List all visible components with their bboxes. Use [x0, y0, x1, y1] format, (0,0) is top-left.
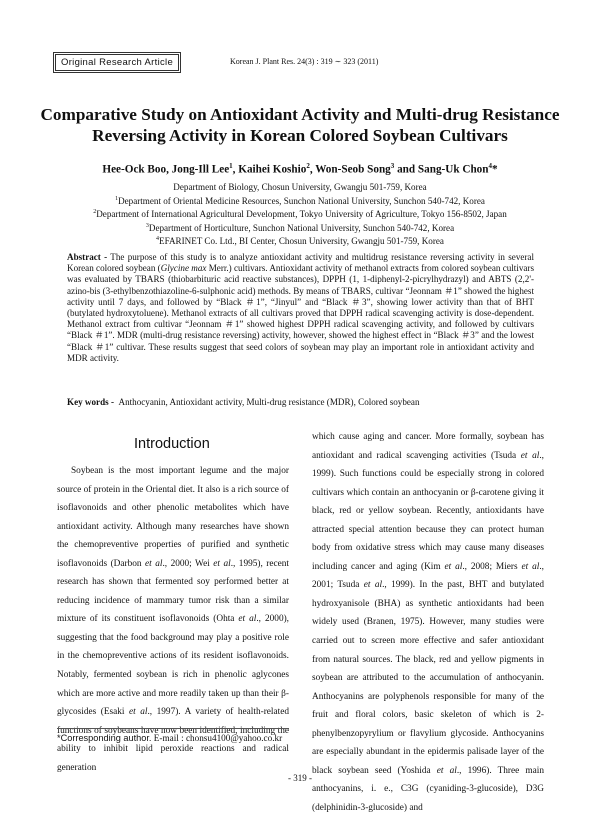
- right-text-4: ., 2001; Tsuda: [312, 561, 544, 591]
- right-etal-4: et al: [363, 580, 383, 591]
- right-text-3: ., 2008; Miers: [462, 561, 522, 572]
- left-text-3: ., 1995), recent research has shown that fermented soy performed better at reducing incidence of mammary tumor risk than a similar mixture of its constituent isoflavonoids (Ohta: [57, 558, 289, 625]
- affiliation-3: [40, 221, 560, 235]
- author-sup-4: 4: [488, 162, 492, 170]
- affiliation-2-sup: 2: [93, 209, 97, 216]
- journal-citation: Korean J. Plant Res. 24(3) : 319 ∼ 323 (2011): [230, 57, 379, 66]
- affiliation-1: [40, 194, 560, 208]
- footnote-label: *Corresponding author.: [57, 733, 152, 743]
- affiliation-3-text: Department of Horticulture, Sunchon National University, Sunchon 540-742, Korea: [148, 222, 455, 233]
- page-number: - 319 -: [288, 773, 312, 783]
- article-type-badge: Original Research Article: [55, 54, 179, 71]
- affiliation-1-text: Department of Oriental Medicine Resources, Sunchon National University, Sunchon 540-742, Korea: [118, 195, 485, 206]
- left-text-4: ., 2000), suggesting that the food background may play a positive role in the chemopreventive actions of its resident isoflavonoids. Notably, fermented soybean is rich in phenolic aglycones which are more active and more readily taken up than their β-glycosides (Esaki: [57, 614, 290, 718]
- abstract-species: Glycine max: [160, 263, 207, 274]
- author-sup-2: 2: [306, 162, 310, 170]
- author-sup-1: 1: [229, 162, 233, 170]
- body-column-left: [57, 462, 289, 777]
- right-etal-1: et al: [520, 450, 540, 461]
- affiliation-2-text: Department of International Agricultural Development, Tokyo University of Agriculture, Tokyo 156-8502, Japan: [96, 209, 507, 220]
- author-names-1: Hee-Ock Boo, Jong-Ill Lee: [102, 163, 230, 176]
- author-names-3: , Won-Seob Song: [309, 163, 391, 176]
- body-column-right: [312, 428, 544, 817]
- keywords-label: Key words -: [67, 397, 114, 407]
- right-etal-3: et al: [521, 561, 540, 572]
- left-text-1: Soybean is the most important legume and the major source of protein in the Oriental diet. It also is a rich source of isoflavonoids and other phenolic metabolites which have antioxidant activity. Although many researches have shown the chemopreventive properties of purified and synthetic isoflavonoids (Darbon: [57, 466, 289, 569]
- keywords-text: Anthocyanin, Antioxidant activity, Multi-drug resistance (MDR), Colored soybean: [118, 397, 420, 407]
- left-text-2: ., 2000; Wei: [162, 558, 214, 569]
- left-etal-4: et al: [129, 707, 148, 718]
- left-etal-3: et al: [238, 614, 257, 625]
- author-sup-3: 3: [390, 162, 395, 170]
- title-line-1: Comparative Study on Antioxidant Activity and Multi-drug Resistance: [40, 105, 560, 124]
- abstract-text-2: Merr.) cultivars. Antioxidant activity of methanol extracts from colored soybean cultivars was evaluated by TBARS (thiobarbituric acid reactive substances), DPPH (1, 1-diphenyl-2-picrylhydrazyl) and ABTS (2,2'-azino-bis (3-ethylbenzothiazoline-6-sulphonic acid) methods. By means of TBARS, cultivar “Jeonnam ＃1” showed the highest activity until 7 days, and followed by “Black ＃1”, “Jinyul” and “Black ＃3”, showing lower activity than that of BHT (butylated hydroxytoluene). Methanol extracts of all cultivars proved that DPPH radical scavenging activity is dose-dependent. Methanol extract from cultivar “Jeonnam ＃1” showed highest DPPH radical scavenging activity, and followed by cultivars “Black ＃1”. MDR (multi-drug resistance reversing) activity, however, showed the highest effect in “Black ＃3” and the lowest “Black ＃1” cultivar. These results suggest that seed colors of soybean may play an important role in antioxidant activity and MDR activity.: [67, 263, 535, 363]
- section-heading-introduction: Introduction: [134, 436, 210, 452]
- affiliation-4-text: EFARINET Co. Ltd., BI Center, Chosun University, Gwangju 501-759, Korea: [159, 236, 444, 247]
- author-names-4: and Sang-Uk Chon: [394, 163, 489, 176]
- author-list: [40, 162, 560, 176]
- abstract-label: Abstract -: [67, 252, 108, 262]
- keywords: [67, 397, 534, 407]
- paper-title: [40, 104, 560, 146]
- left-text-5: ., 1997). A variety of health-related functions of soybeans have now been identified, including the ability to inhibit lipid peroxide reactions and radical generation: [57, 707, 289, 773]
- right-etal-2: et al: [444, 561, 463, 572]
- affiliation-1-sup: 1: [115, 195, 119, 202]
- left-etal-1: et al: [145, 558, 163, 569]
- author-names-2: , Kaihei Koshio: [232, 163, 307, 176]
- right-text-5: ., 1999). In the past, BHT and butylated hydroxyanisole (BHA) as synthetic antioxidants had been widely used (Branen, 1975). However, many studies were carried out to screen more effective and safer antioxidant from natural sources. The black, red and yellow pigments in soybean are attributed to the accumulation of anthocyanin. Anthocyanins are polyphenols responsible for many of the fruit and floral colors, basic skeleton of which is 2-phenylbenzopyrylium or flavylium glycoside. Anthocyanins are especially abundant in the epidermis palisade layer of the black soybean seed (Yoshida: [312, 580, 545, 776]
- affiliation-list: [40, 182, 560, 248]
- affiliation-4-sup: 4: [156, 236, 160, 243]
- title-line-2: Reversing Activity in Korean Colored Soybean Cultivars: [92, 126, 508, 145]
- abstract: [67, 252, 534, 364]
- left-etal-2: et al: [213, 558, 231, 569]
- affiliation-3-sup: 3: [145, 222, 149, 229]
- corresponding-author-footnote: [57, 733, 297, 743]
- right-etal-5: et al: [436, 765, 457, 776]
- right-text-6: ., 1996). Three main anthocyanins, i. e., C3G (cyaniding-3-glucoside), D3G (delphinidin-3-glucoside) and: [312, 765, 544, 813]
- affiliation-2: [40, 207, 560, 221]
- affiliation-0: Department of Biology, Chosun University, Gwangju 501-759, Korea: [173, 182, 427, 192]
- footnote-email: E-mail : chonsu4100@yahoo.co.kr: [151, 733, 283, 743]
- corresponding-star: *: [492, 163, 498, 176]
- footnote-divider: [57, 728, 289, 729]
- affiliation-4: [40, 234, 560, 248]
- right-text-1: which cause aging and cancer. More formally, soybean has antioxidant and radical scavenging activities (Tsuda: [312, 432, 544, 461]
- abstract-text-1: The purpose of this study is to analyze antioxidant activity and multidrug resistance reversing activity in several Korean colored soybean (: [67, 252, 534, 274]
- right-text-2: ., 1999). Such functions could be especially strong in colored cultivars which contain an anthocyanin or β-carotene giving it black, red or yellow soybean. Recently, antioxidants have attracted special attention because they can protect human body from oxidative stress which may cause many diseases including cancer and aging (Kim: [312, 450, 544, 572]
